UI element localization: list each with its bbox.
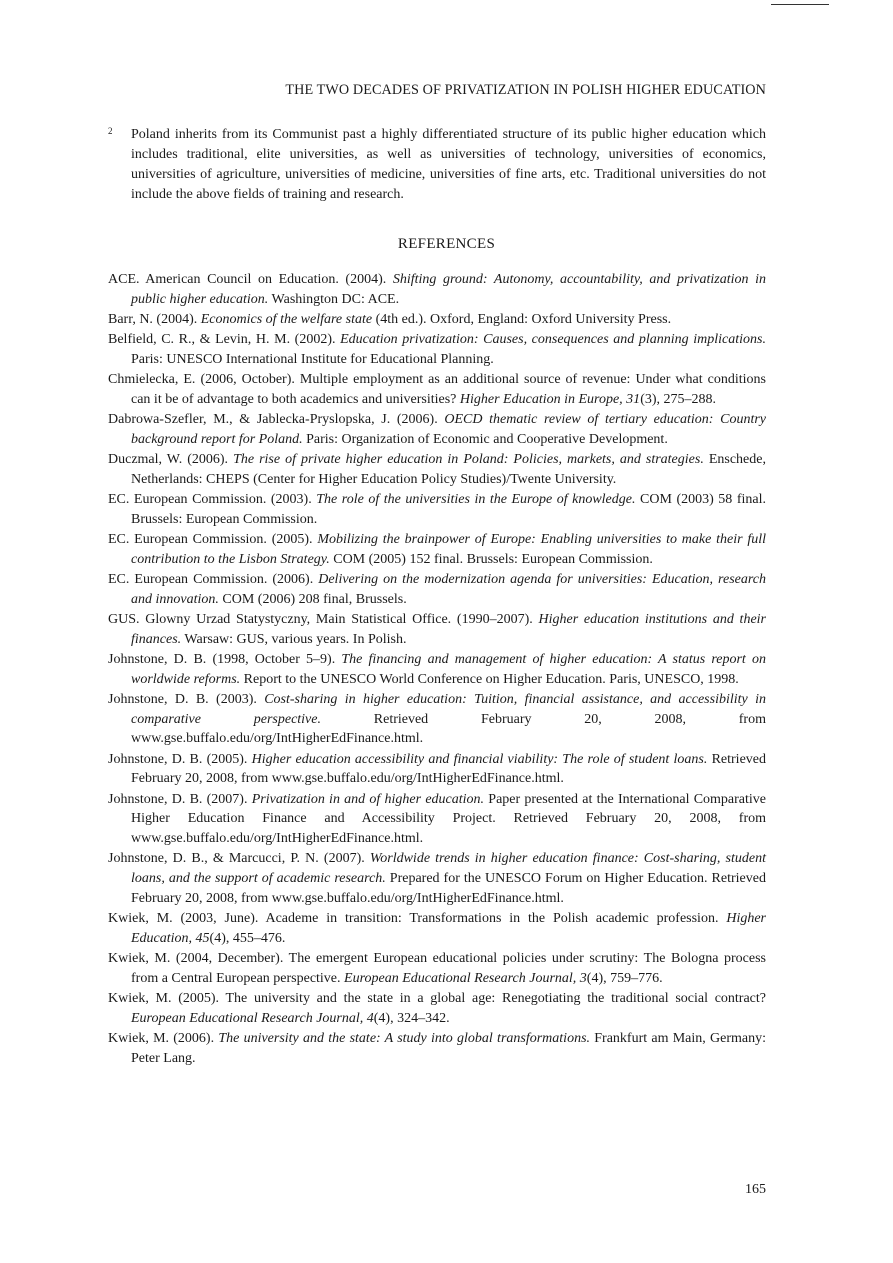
reference-entry [108,410,766,449]
running-header: THE TWO DECADES OF PRIVATIZATION IN POLISH HIGHER EDUCATION [285,82,766,98]
reference-title: The rise of private higher education in Poland: Policies, markets, and strategies. [233,452,704,468]
reference-title: Higher education institutions and their finances. [131,612,766,647]
reference-lead: Chmielecka, E. (2006, October). Multiple employment as an additional source of revenue: Under what conditions can it be of advantage to both academics and universities? [108,372,766,407]
footnote-marker: 2 [108,126,113,136]
reference-tail: COM (2005) 152 final. Brussels: European Commission. [329,551,653,567]
reference-entry [108,490,766,529]
reference-lead: Johnstone, D. B. (2003). [108,692,265,708]
reference-entry [108,1029,766,1068]
reference-lead: Kwiek, M. (2004, December). The emergent European educational policies under scrutiny: The Bologna process from a Central European perspective. [108,950,766,986]
reference-entry [108,450,766,489]
reference-lead: Belfield, C. R., & Levin, H. M. (2002). [108,332,341,348]
reference-tail: (4th ed.). Oxford, England: Oxford University Press. [372,311,672,327]
reference-entry [108,650,766,689]
reference-tail: (4), 455–476. [209,930,286,946]
reference-lead: Johnstone, D. B. (1998, October 5–9). [108,652,342,668]
reference-tail: Paris: Organization of Economic and Cooperative Development. [302,431,668,447]
reference-title: Higher education accessibility and financial viability: The role of student loans. [251,751,708,767]
reference-entry [108,270,766,309]
reference-lead: Dabrowa-Szefler, M., & Jablecka-Pryslopska, J. (2006). [108,412,445,428]
reference-lead: Kwiek, M. (2005). The university and the state in a global age: Renegotiating the traditional social contract? [108,990,766,1006]
reference-title: Education privatization: Causes, consequences and planning implications. [340,332,766,348]
reference-title: Cost-sharing in higher education: Tuition, financial assistance, and accessibility in comparative perspective. [131,692,766,727]
reference-lead: EC. European Commission. (2006). [108,572,319,588]
reference-tail: Warsaw: GUS, various years. In Polish. [181,631,407,647]
reference-title: Delivering on the modernization agenda for universities: Education, research and innovation. [131,572,766,607]
reference-title: The financing and management of higher education: A status report on worldwide reforms. [131,652,766,687]
footnote-text: Poland inherits from its Communist past a highly differentiated structure of its public higher education which includes traditional, elite universities, as well as universities of technology, universities of economics, universities of agriculture, universities of medicine, universities of fine arts, etc. Traditional universities do not include the above fields of training and research. [131,127,766,202]
reference-tail: Paris: UNESCO International Institute for Educational Planning. [131,351,494,367]
reference-title: The university and the state: A study into global transformations. [218,1030,591,1046]
reference-tail: Enschede, Netherlands: CHEPS (Center for Higher Education Policy Studies)/Twente University. [131,452,766,487]
reference-tail: (3), 275–288. [640,391,717,407]
reference-lead: Johnstone, D. B. (2007). [108,791,252,807]
reference-title: Shifting ground: Autonomy, accountability, and privatization in public higher education. [131,272,766,307]
reference-tail: Retrieved February 20, 2008, from www.gse.buffalo.edu/org/IntHigherEdFinance.html. [131,751,766,787]
reference-lead: Kwiek, M. (2003, June). Academe in transition: Transformations in the Polish academic profession. [108,910,727,926]
reference-tail: Paper presented at the International Comparative Higher Education Finance and Accessibility Project. Retrieved February 20, 2008, from www.gse.buffalo.edu/org/IntHigherEdFinance.html. [131,791,767,846]
reference-lead: ACE. American Council on Education. (2004). [108,272,393,287]
reference-title: Worldwide trends in higher education finance: Cost-sharing, student loans, and the support of academic research. [131,851,766,886]
reference-title: OECD thematic review of tertiary education: Country background report for Poland. [131,412,766,447]
reference-lead: Johnstone, D. B. (2005). [108,751,252,767]
reference-entry [108,610,766,649]
reference-entry [108,530,766,569]
reference-tail: (4), 759–776. [586,970,663,986]
reference-entry [108,849,766,908]
reference-entry [108,909,766,948]
reference-title: European Educational Research Journal, 3 [344,970,587,986]
reference-tail: COM (2006) 208 final, Brussels. [218,591,407,607]
reference-title: The role of the universities in the Europe of knowledge. [316,492,636,508]
reference-entry [108,370,766,409]
reference-lead: Barr, N. (2004). [108,311,201,327]
footnote [108,125,766,205]
reference-lead: Kwiek, M. (2006). [108,1030,219,1046]
reference-tail: Retrieved February 20, 2008, from www.gse.buffalo.edu/org/IntHigherEdFinance.html. [131,711,766,747]
reference-title: Higher Education, 45 [131,910,766,946]
reference-tail: Prepared for the UNESCO Forum on Higher Education. Retrieved February 20, 2008, from www.gse.buffalo.edu/org/IntHigherEdFinance.html. [131,870,766,906]
reference-lead: EC. European Commission. (2003). [108,492,317,508]
reference-lead: EC. European Commission. (2005). [108,532,318,548]
reference-lead: Duczmal, W. (2006). [108,452,234,468]
reference-entry [108,690,766,749]
reference-tail: Washington DC: ACE. [268,291,400,307]
reference-tail: (4), 324–342. [373,1010,450,1026]
reference-entry [108,790,766,849]
reference-title: Economics of the welfare state [200,311,373,327]
reference-entry [108,989,766,1028]
reference-lead: GUS. Glowny Urzad Statystyczny, Main Statistical Office. (1990–2007). [108,612,539,628]
reference-entry [108,570,766,609]
reference-list [108,270,766,1069]
reference-title: Higher Education in Europe, 31 [459,391,641,407]
reference-entry [108,750,766,789]
reference-entry [108,330,766,369]
reference-tail: Frankfurt am Main, Germany: Peter Lang. [131,1030,766,1066]
reference-title: European Educational Research Journal, 4 [131,1010,374,1026]
reference-title: Mobilizing the brainpower of Europe: Enabling universities to make their full contribution to the Lisbon Strategy. [131,532,766,567]
top-rule [771,4,829,5]
reference-entry [108,949,766,988]
reference-tail: COM (2003) 58 final. Brussels: European Commission. [131,492,766,527]
reference-title: Privatization in and of higher education. [251,791,485,807]
references-heading: REFERENCES [397,236,496,252]
page-number: 165 [745,1182,766,1197]
reference-entry [108,310,766,330]
reference-lead: Johnstone, D. B., & Marcucci, P. N. (2007). [108,851,370,867]
reference-tail: Report to the UNESCO World Conference on Higher Education. Paris, UNESCO, 1998. [240,671,739,687]
